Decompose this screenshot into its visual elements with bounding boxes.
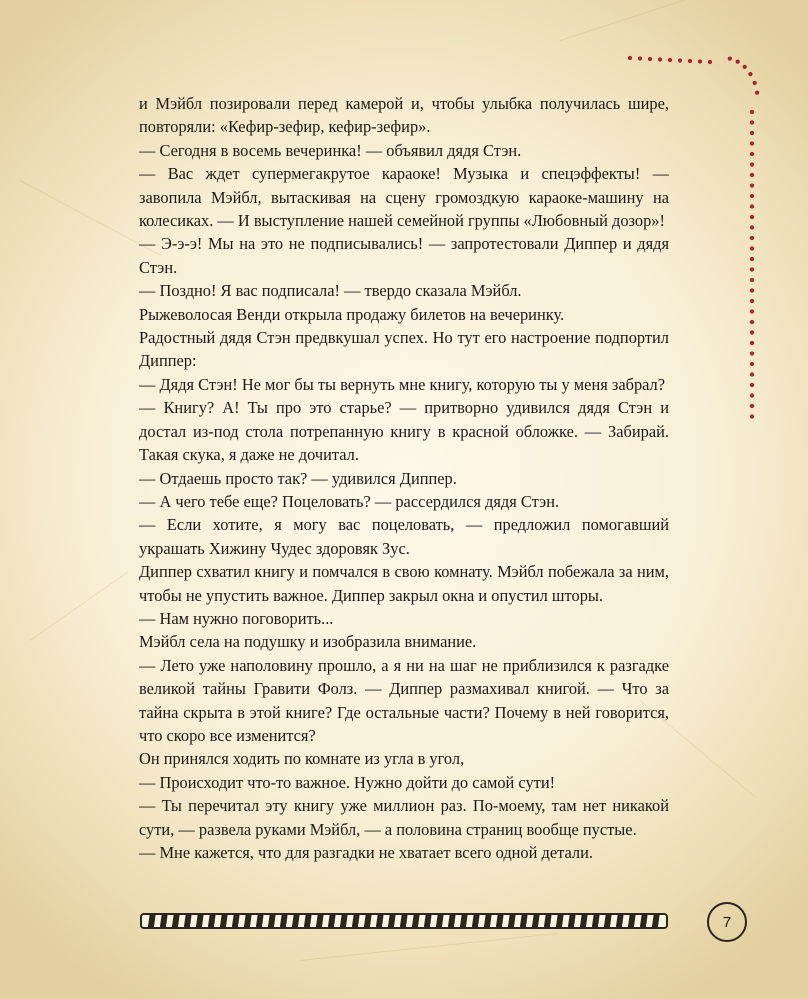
paragraph: — Отдаешь просто так? — удивился Диппер.: [139, 468, 457, 488]
page-number: 7: [722, 913, 732, 931]
paragraph: — Э-э-э! Мы на это не подписывались! — запротестовали Диппер и дядя Стэн.: [139, 234, 669, 277]
paragraph: — А чего тебе еще? Поцеловать? — рассердился дядя Стэн.: [139, 491, 560, 511]
paragraph: — Нам нужно поговорить...: [139, 608, 334, 628]
paragraph: — Если хотите, я могу вас поцеловать, — предложил помогавший украшать Хижину Чудес здоровяк Зус.: [139, 515, 669, 558]
paragraph: Диппер схватил книгу и помчался в свою комнату. Мэйбл побежала за ним, чтобы не упустить важное. Диппер закрыл окна и опустил шторы.: [139, 562, 669, 605]
decorative-stripe-border: [140, 912, 668, 930]
paragraph: Он принялся ходить по комнате из угла в угол,: [139, 749, 465, 769]
paragraph: — Вас ждет супермегакрутое караоке! Музыка и спецэффекты! — завопила Мэйбл, вытаскивая на сцену громоздкую караоке-машину на колесиках. — И выступление нашей семейной группы «Любовный дозор»!: [139, 164, 669, 231]
paragraph: Рыжеволосая Венди открыла продажу билетов на вечеринку.: [139, 304, 565, 324]
page-number-badge: [707, 902, 747, 942]
paragraph: — Поздно! Я вас подписала! — твердо сказала Мэйбл.: [139, 281, 522, 301]
paragraph: — Книгу? А! Ты про это старье? — притворно удивился дядя Стэн и достал из-под стола потрепанную книгу в красной обложке. — Забирай. Такая скука, я даже не дочитал.: [139, 398, 669, 465]
paragraph: и Мэйбл позировали перед камерой и, чтобы улыбка получилась шире, повторяли: «Кефир-зефир, кефир-зефир».: [139, 94, 669, 137]
paragraph: — Ты перечитал эту книгу уже миллион раз. По-моему, там нет никакой сути, — развела руками Мэйбл, — а половина страниц вообще пустые.: [139, 796, 669, 839]
paragraph: — Мне кажется, что для разгадки не хватает всего одной детали.: [139, 843, 593, 862]
page-body-text: [139, 92, 669, 864]
paragraph: — Дядя Стэн! Не мог бы ты вернуть мне книгу, которую ты у меня забрал?: [139, 374, 666, 394]
paragraph: Радостный дядя Стэн предвкушал успех. Но тут его настроение подпортил Диппер:: [139, 328, 669, 371]
paragraph: — Сегодня в восемь вечеринка! — объявил дядя Стэн.: [139, 140, 522, 160]
paragraph: — Лето уже наполовину прошло, а я ни на шаг не приблизился к разгадке великой тайны Гравити Фолз. — Диппер размахивал книгой. — Что за тайна скрыта в этой книге? Где остальные части? Почему в ней говорится, что скоро все изменится?: [139, 655, 669, 745]
paragraph: Мэйбл села на подушку и изобразила внимание.: [139, 632, 477, 652]
paragraph: — Происходит что-то важное. Нужно дойти до самой сути!: [139, 772, 556, 792]
